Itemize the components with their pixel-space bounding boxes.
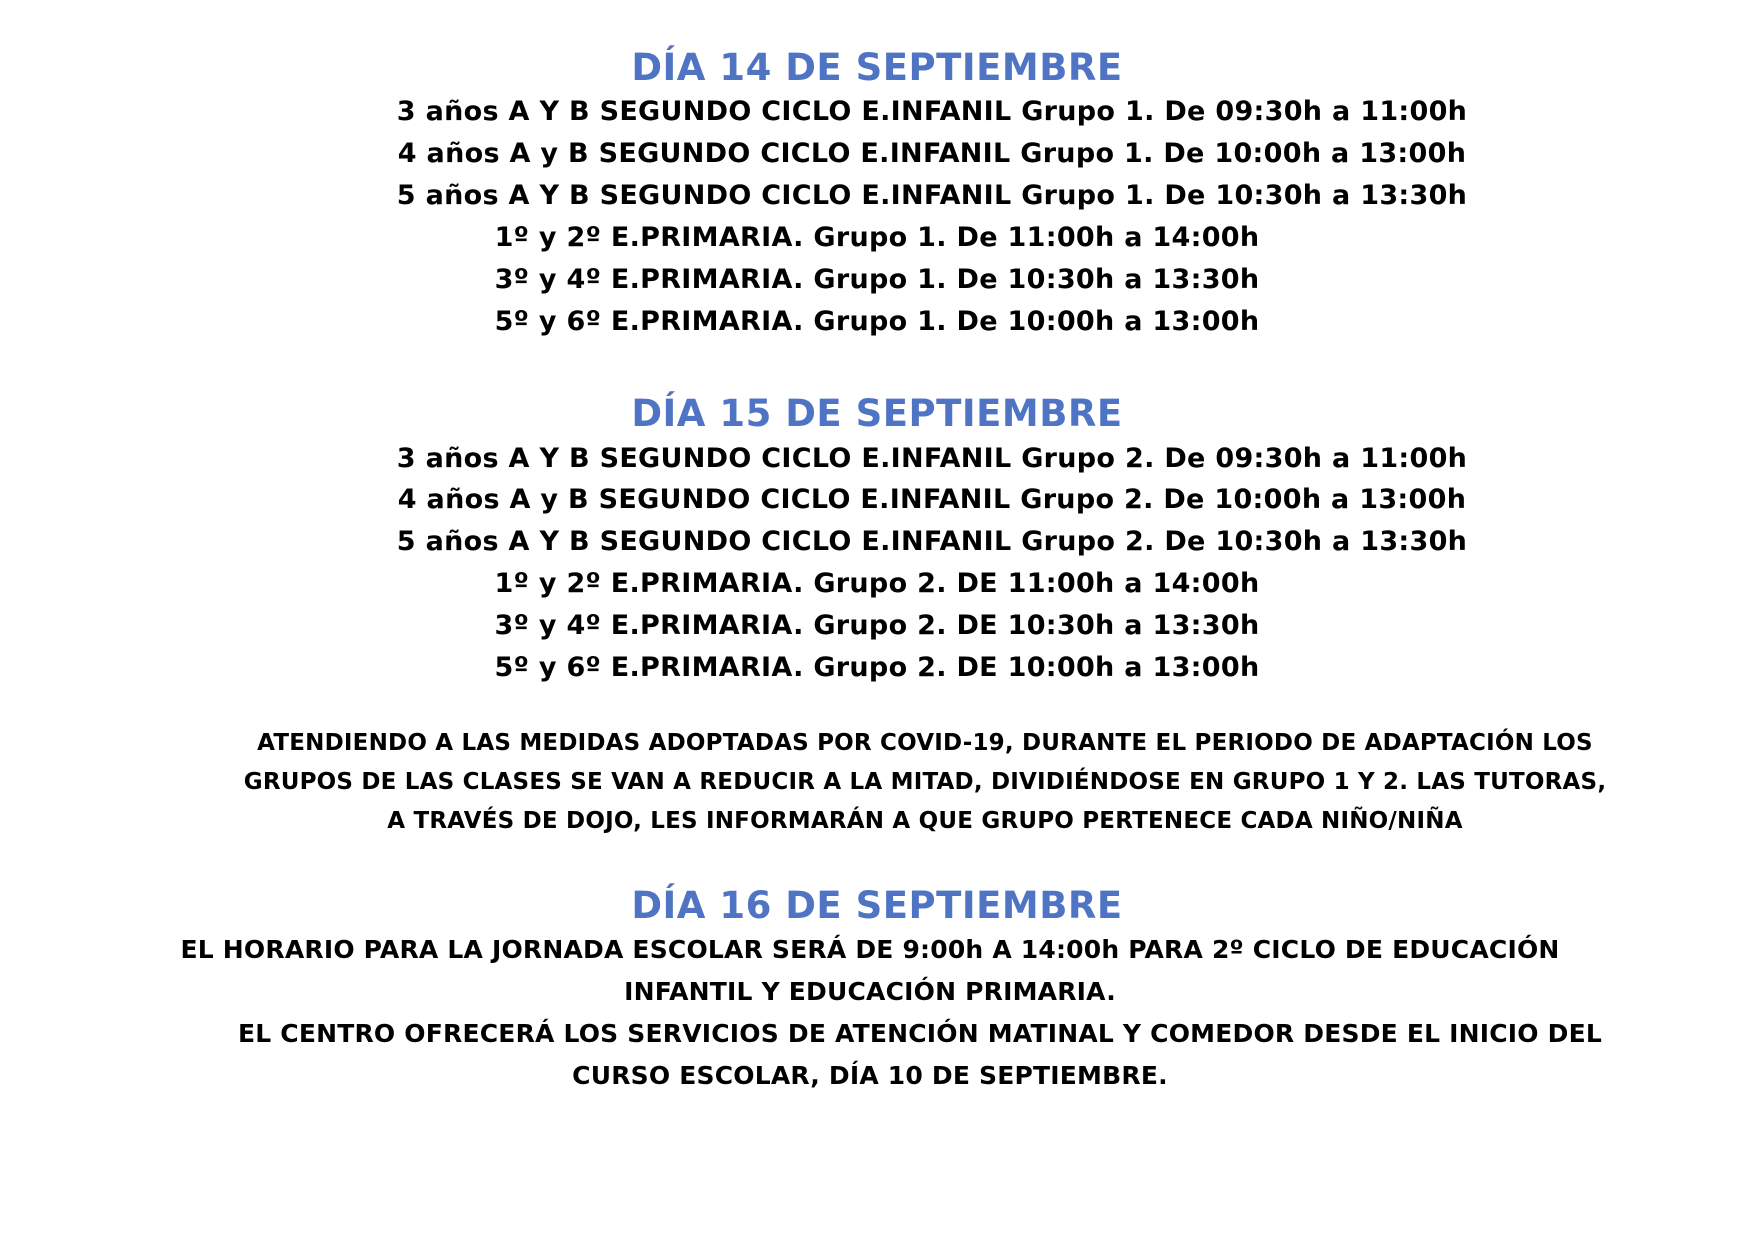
day14-line-3: 5 años A Y B SEGUNDO CICLO E.INFANIL Grupo 1. De 10:30h a 13:30h <box>396 180 1468 211</box>
day15-line-1: 3 años A Y B SEGUNDO CICLO E.INFANIL Grupo 2. De 09:30h a 11:00h <box>396 443 1468 474</box>
day14-line-4: 1º y 2º E.PRIMARIA. Grupo 1. De 11:00h a 14:00h <box>494 222 1260 253</box>
day14-line-5: 3º y 4º E.PRIMARIA. Grupo 1. De 10:30h a 13:30h <box>494 264 1260 295</box>
day15-line-5: 3º y 4º E.PRIMARIA. Grupo 2. DE 10:30h a 13:30h <box>494 610 1260 641</box>
day14-line-2: 4 años A y B SEGUNDO CICLO E.INFANIL Grupo 1. De 10:00h a 13:00h <box>397 138 1467 169</box>
day16-heading: DÍA 16 DE SEPTIEMBRE <box>631 884 1123 927</box>
day15-line-4: 1º y 2º E.PRIMARIA. Grupo 2. DE 11:00h a 14:00h <box>494 568 1260 599</box>
day14-line-1: 3 años A Y B SEGUNDO CICLO E.INFANIL Grupo 1. De 09:30h a 11:00h <box>396 96 1468 127</box>
day16-line-4: CURSO ESCOLAR, DÍA 10 DE SEPTIEMBRE. <box>572 1061 1168 1090</box>
day16-line-2: INFANTIL Y EDUCACIÓN PRIMARIA. <box>624 977 1116 1006</box>
covid-note-line-3: A TRAVÉS DE DOJO, LES INFORMARÁN A QUE GRUPO PERTENECE CADA NIÑO/NIÑA <box>387 808 1463 834</box>
covid-note-line-2: GRUPOS DE LAS CLASES SE VAN A REDUCIR A LA MITAD, DIVIDIÉNDOSE EN GRUPO 1 Y 2. LAS TUTORAS, <box>243 769 1607 795</box>
day15-line-2: 4 años A y B SEGUNDO CICLO E.INFANIL Grupo 2. De 10:00h a 13:00h <box>397 484 1467 515</box>
day14-heading: DÍA 14 DE SEPTIEMBRE <box>631 46 1123 89</box>
day16-line-1: EL HORARIO PARA LA JORNADA ESCOLAR SERÁ DE 9:00h A 14:00h PARA 2º CICLO DE EDUCACIÓN <box>180 935 1560 964</box>
day14-line-6: 5º y 6º E.PRIMARIA. Grupo 1. De 10:00h a 13:00h <box>494 306 1260 337</box>
covid-note-line-1: ATENDIENDO A LAS MEDIDAS ADOPTADAS POR COVID-19, DURANTE EL PERIODO DE ADAPTACIÓN LOS <box>257 730 1593 756</box>
day15-heading: DÍA 15 DE SEPTIEMBRE <box>631 392 1123 435</box>
day15-line-6: 5º y 6º E.PRIMARIA. Grupo 2. DE 10:00h a 13:00h <box>494 652 1260 683</box>
day15-line-3: 5 años A Y B SEGUNDO CICLO E.INFANIL Grupo 2. De 10:30h a 13:30h <box>396 526 1468 557</box>
day16-line-3: EL CENTRO OFRECERÁ LOS SERVICIOS DE ATENCIÓN MATINAL Y COMEDOR DESDE EL INICIO DEL <box>237 1019 1603 1048</box>
